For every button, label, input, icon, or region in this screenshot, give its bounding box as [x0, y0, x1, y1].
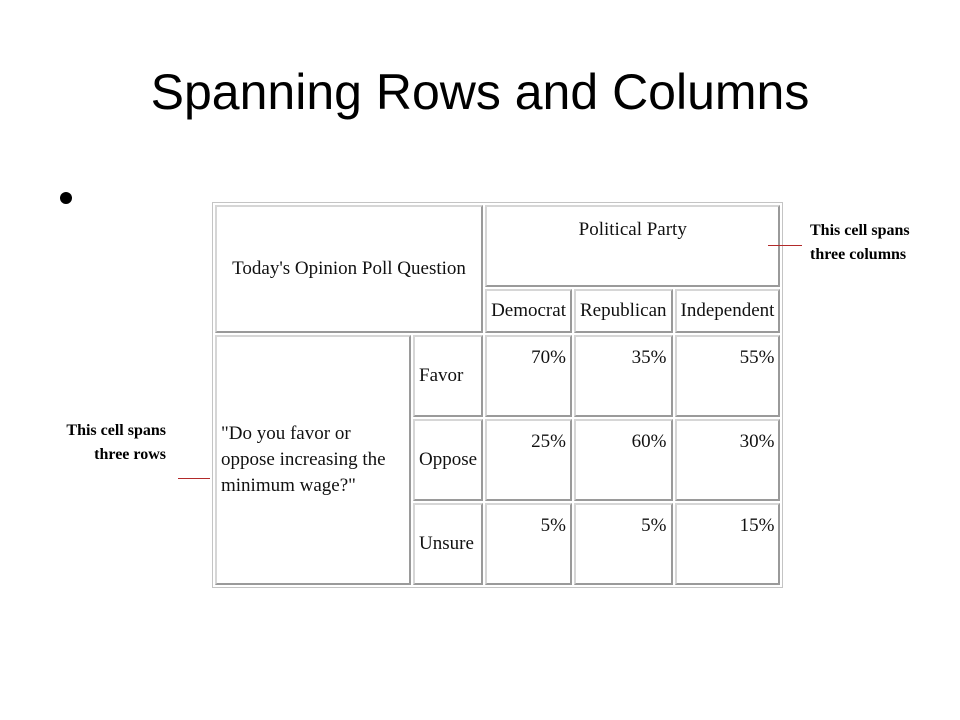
table-cell: 60% [574, 419, 673, 501]
table-cell: 5% [574, 503, 673, 585]
columns-note-pointer-line [768, 245, 802, 246]
table-row [215, 335, 780, 417]
column-header-republican: Republican [574, 289, 673, 333]
table-header-row [215, 205, 780, 287]
table-cell: 70% [485, 335, 572, 417]
columns-span-note: This cell spans three columns [810, 222, 910, 263]
slide-title: Spanning Rows and Columns [150, 64, 810, 120]
rows-span-note: This cell spans three rows [66, 422, 166, 463]
column-header-independent: Independent [675, 289, 781, 333]
row-label-oppose: Oppose [413, 419, 483, 501]
question-text-cell: "Do you favor or oppose increasing the minimum wage?" [215, 335, 411, 585]
table-cell: 35% [574, 335, 673, 417]
row-label-favor: Favor [413, 335, 483, 417]
column-header-democrat: Democrat [485, 289, 572, 333]
question-header-cell: Today's Opinion Poll Question [215, 205, 483, 333]
table-cell: 25% [485, 419, 572, 501]
table-cell: 30% [675, 419, 781, 501]
table-cell: 5% [485, 503, 572, 585]
party-header-cell: Political Party [485, 205, 780, 287]
row-label-unsure: Unsure [413, 503, 483, 585]
table-cell: 15% [675, 503, 781, 585]
opinion-poll-table [212, 202, 783, 588]
table-cell: 55% [675, 335, 781, 417]
bullet-dot [60, 192, 72, 204]
rows-note-pointer-line [178, 478, 210, 479]
